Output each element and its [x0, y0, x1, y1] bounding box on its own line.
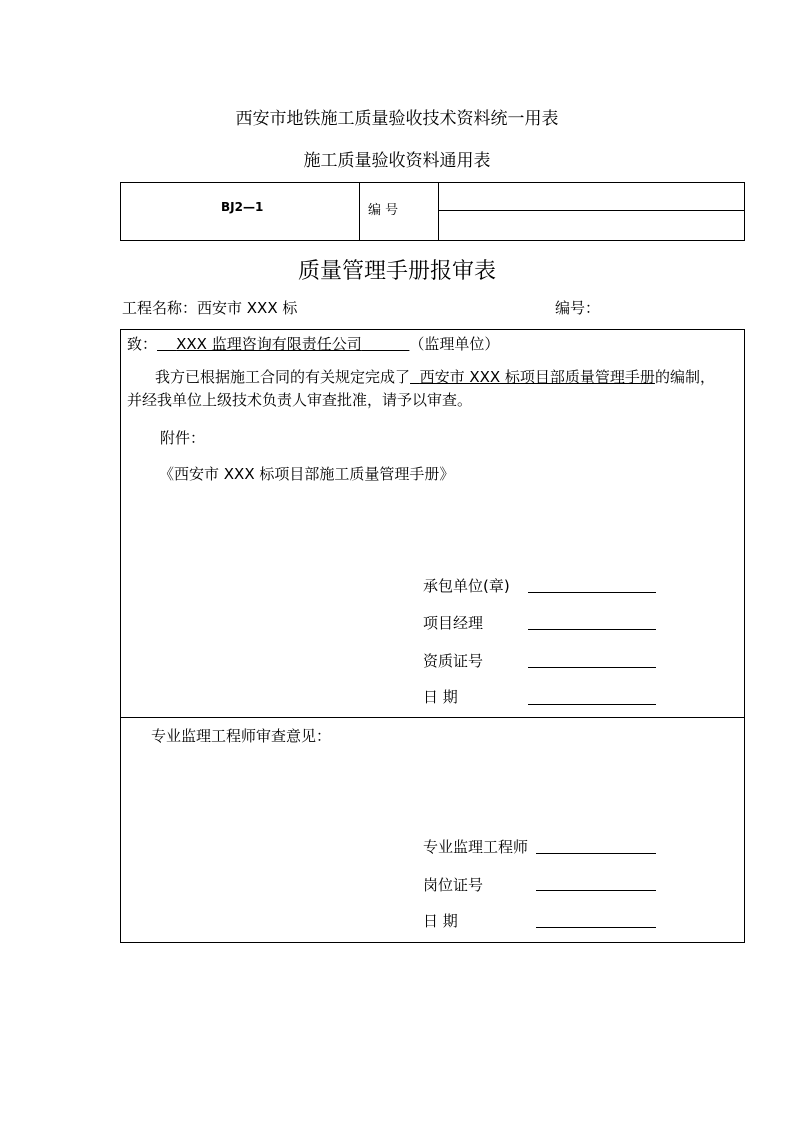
engineer-label: 专业监理工程师 [423, 838, 529, 856]
engineer-signature-line[interactable] [536, 853, 656, 854]
number-label: 编 号 [368, 203, 399, 218]
contractor-label: 承包单位(章) [423, 577, 510, 595]
review-date-label: 日 期 [423, 912, 458, 930]
supervisor-company: XXX 监理咨询有限责任公司 [176, 335, 362, 353]
header-subtitle: 施工质量验收资料通用表 [303, 151, 491, 171]
review-date-line[interactable] [536, 927, 656, 928]
number-label-cell [360, 183, 439, 240]
body-line-1: 我方已根据施工合同的有关规定完成了 西安市 XXX 标项目部质量管理手册的编制， [155, 368, 715, 386]
to-prefix: 致： [127, 335, 158, 353]
attachment-item: 《西安市 XXX 标项目部施工质量管理手册》 [159, 465, 455, 483]
form-number-label: 编号： [555, 299, 601, 317]
form-title: 质量管理手册报审表 [297, 259, 496, 284]
review-section [120, 717, 745, 943]
addressee-line [127, 333, 499, 354]
cert-label: 资质证号 [423, 652, 484, 670]
date-line[interactable] [528, 704, 656, 705]
post-cert-label: 岗位证号 [423, 876, 484, 894]
cert-number-line[interactable] [528, 667, 656, 668]
number-value-cell [439, 183, 744, 211]
manager-label: 项目经理 [423, 614, 484, 632]
contractor-signature-line[interactable] [528, 592, 656, 593]
post-cert-line[interactable] [536, 890, 656, 891]
opinion-label: 专业监理工程师审查意见： [151, 727, 332, 745]
code-box [120, 182, 745, 241]
manual-name: 西安市 XXX 标项目部质量管理手册 [419, 368, 655, 386]
form-code: BJ2—1 [221, 200, 264, 214]
code-cell [121, 183, 360, 240]
project-name: 工程名称：西安市 XXX 标 [122, 299, 298, 317]
supervisor-suffix: （监理单位） [409, 335, 500, 353]
attachment-label: 附件： [160, 429, 206, 447]
body-line-2: 并经我单位上级技术负责人审查批准，请予以审查。 [127, 391, 473, 409]
header-title: 西安市地铁施工质量验收技术资料统一用表 [235, 109, 559, 129]
date-label: 日 期 [423, 688, 458, 706]
manager-signature-line[interactable] [528, 629, 656, 630]
submission-section [120, 329, 745, 718]
